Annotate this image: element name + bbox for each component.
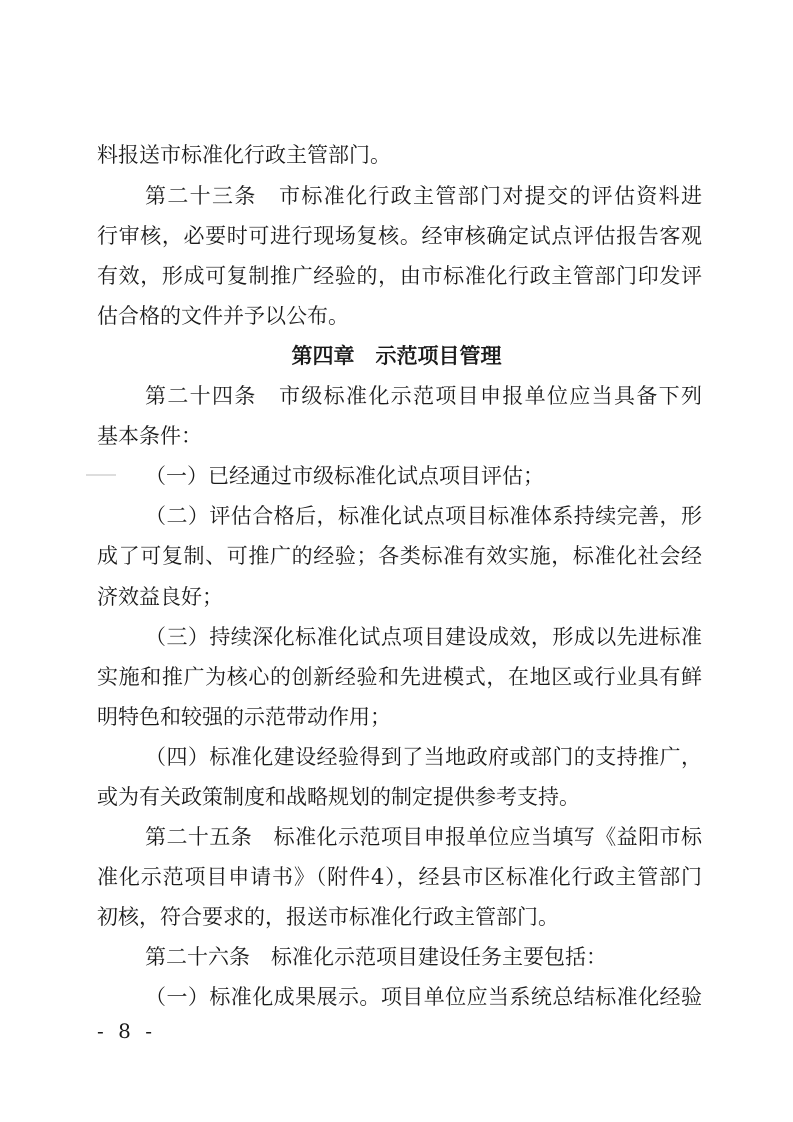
list-item: （四）标准化建设经验得到了当地政府或部门的支持推广，: [145, 745, 702, 769]
page-number: - 8 -: [97, 1019, 156, 1043]
text-line: 或为有关政策制度和战略规划的制定提供参考支持。: [97, 785, 580, 809]
article-26-heading-line: 第二十六条 标准化示范项目建设任务主要包括：: [145, 945, 607, 969]
text-line: 准化示范项目申请书》（附件4），经县市区标准化行政主管部门: [97, 865, 702, 889]
text-line: 有效，形成可复制推广经验的，由市标准化行政主管部门印发评: [97, 264, 702, 288]
list-item: （二）评估合格后，标准化试点项目标准体系持续完善，形: [145, 504, 702, 528]
text-line: 济效益良好；: [97, 585, 223, 609]
text-line: 成了可复制、可推广的经验；各类标准有效实施，标准化社会经: [97, 544, 702, 568]
text-line: 初核，符合要求的，报送市标准化行政主管部门。: [97, 905, 559, 929]
article-24-heading-line: 第二十四条 市级标准化示范项目申报单位应当具备下列: [145, 384, 702, 408]
text-line: 估合格的文件并予以公布。: [97, 304, 349, 328]
list-item: （一）标准化成果展示。项目单位应当系统总结标准化经验: [145, 985, 702, 1009]
scan-mark: [86, 474, 116, 476]
text-line: 明特色和较强的示范带动作用；: [97, 705, 391, 729]
text-line: 基本条件：: [97, 424, 202, 448]
article-23-heading-line: 第二十三条 市标准化行政主管部门对提交的评估资料进: [145, 184, 702, 208]
article-25-heading-line: 第二十五条 标准化示范项目申报单位应当填写《益阳市标: [145, 825, 702, 849]
text-line: 行审核，必要时可进行现场复核。经审核确定试点评估报告客观: [97, 224, 702, 248]
chapter-title: 第四章 示范项目管理: [291, 344, 502, 368]
text-line: 料报送市标准化行政主管部门。: [97, 143, 391, 167]
list-item: （一）已经通过市级标准化试点项目评估；: [145, 464, 544, 488]
text-line: 实施和推广为核心的创新经验和先进模式，在地区或行业具有鲜: [97, 665, 702, 689]
list-item: （三）持续深化标准化试点项目建设成效，形成以先进标准: [145, 625, 702, 649]
